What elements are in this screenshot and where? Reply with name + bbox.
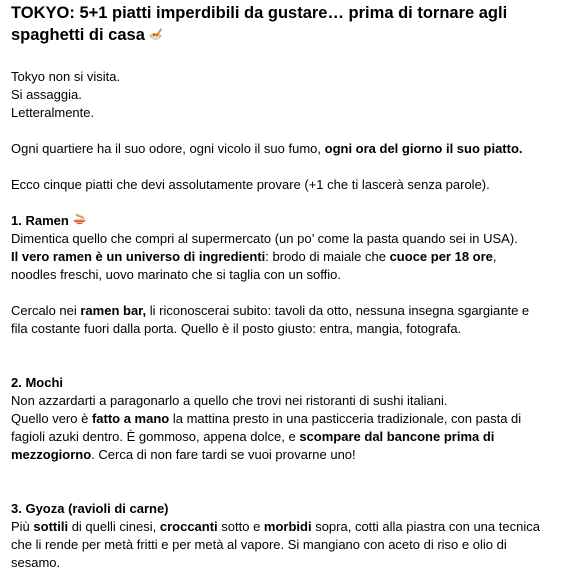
mochi-heading: 2. Mochi [11, 375, 64, 390]
document-title [11, 2, 553, 46]
gyoza-line-2: che li rende per metà fritti e per metà al vapore. Si mangiano con aceto di riso e olio di [11, 537, 507, 552]
gyoza-line-3: sesamo. [11, 555, 61, 570]
title-text: TOKYO: 5+1 piatti imperdibili da gustare… prima di tornare agli spaghetti di casa [11, 4, 508, 44]
ramen-emoji-icon [72, 212, 87, 227]
quartiere-paragraph: Ogni quartiere ha il suo odore, ogni vicolo il suo fumo, ogni ora del giorno il suo piatto. [11, 141, 523, 156]
ramen-bar-line-1: Cercalo nei ramen bar, li riconoscerai subito: tavoli da otto, nessuna insegna sgargiante e [11, 303, 530, 318]
mochi-line-4: mezzogiorno. Cerca di non fare tardi se vuoi provarne uno! [11, 447, 356, 462]
mochi-line-3: fagioli azuki dentro. È gommoso, appena dolce, e scompare dal bancone prima di [11, 429, 495, 444]
ramen-line-3: noodles freschi, uovo marinato che si taglia con un soffio. [11, 267, 342, 282]
intro-line-2: Si assaggia. [11, 87, 82, 102]
intro-line-1: Tokyo non si visita. [11, 69, 121, 84]
quartiere-bold: ogni ora del giorno il suo piatto. [324, 141, 523, 156]
cinque-paragraph: Ecco cinque piatti che devi assolutamente provare (+1 che ti lascerà senza parole). [11, 177, 490, 192]
gyoza-heading: 3. Gyoza (ravioli di carne) [11, 501, 169, 516]
ramen-line-2: Il vero ramen è un universo di ingredienti: brodo di maiale che cuoce per 18 ore, [11, 249, 497, 264]
ramen-line-1: Dimentica quello che compri al supermercato (un po’ come la pasta quando sei in USA). [11, 231, 518, 246]
intro-line-3: Letteralmente. [11, 105, 95, 120]
gyoza-line-1: Più sottili di quelli cinesi, croccanti sotto e morbidi sopra, cotti alla piastra con una tecnica [11, 519, 540, 534]
spaghetti-emoji-icon [148, 27, 163, 42]
mochi-line-2: Quello vero è fatto a mano la mattina presto in una pasticceria tradizionale, con pasta di [11, 411, 522, 426]
ramen-heading: 1. Ramen [11, 212, 553, 230]
mochi-line-1: Non azzardarti a paragonarlo a quello che trovi nei ristoranti di sushi italiani. [11, 393, 448, 408]
ramen-bar-line-2: fila costante fuori dalla porta. Quello è il posto giusto: entra, mangia, fotografa. [11, 321, 462, 336]
